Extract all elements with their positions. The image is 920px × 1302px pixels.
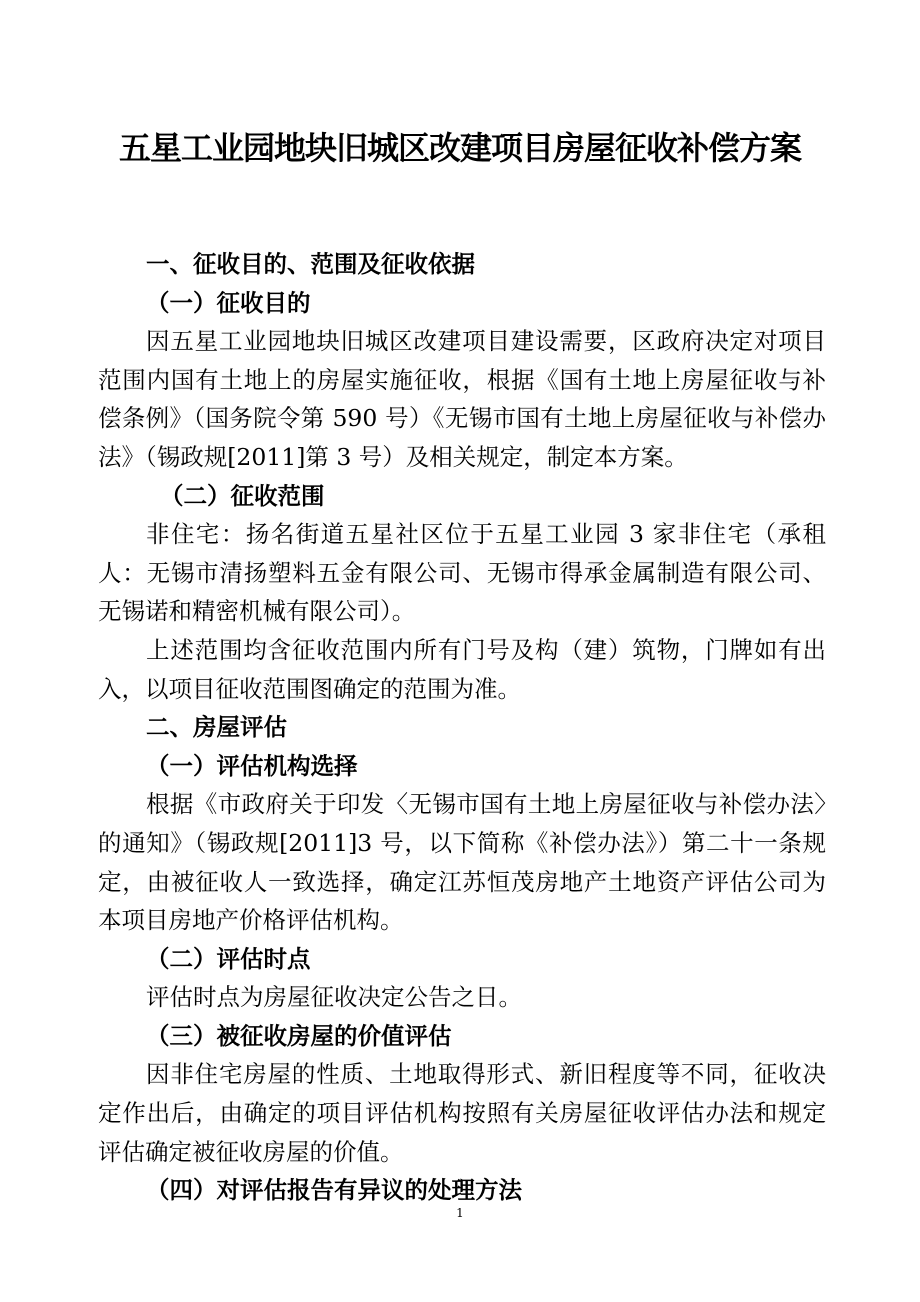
paragraph-agency-selection: 根据《市政府关于印发〈无锡市国有土地上房屋征收与补偿办法〉的通知》（锡政规[2011]3 号，以下简称《补偿办法》）第二十一条规定，由被征收人一致选择，确定江苏恒茂房地产土地资产评估公司为本项目房地产价格评估机构。 [98,790,826,935]
heading-section-2: 二、房屋评估 [146,713,287,742]
paragraph-property-valuation: 因非住宅房屋的性质、土地取得形式、新旧程度等不同，征收决定作出后，由确定的项目评估机构按照有关房屋征收评估办法和规定评估确定被征收房屋的价值。 [98,1060,826,1166]
paragraph-purpose: 因五星工业园地块旧城区改建项目建设需要，区政府决定对项目范围内国有土地上的房屋实施征收，根据《国有土地上房屋征收与补偿条例》（国务院令第 590 号）《无锡市国有土地上房屋征收与补偿办法》（锡政规[2011]第 3 号）及相关规定，制定本方案。 [98,327,826,471]
heading-section-1: 一、征收目的、范围及征收依据 [146,250,475,278]
page-number: 1 [456,1206,464,1220]
heading-agency-selection: （一）评估机构选择 [146,751,358,780]
paragraph-valuation-date: 评估时点为房屋征收决定公告之日。 [146,983,522,1012]
document-title: 五星工业园地块旧城区改建项目房屋征收补偿方案 [118,129,801,167]
paragraph-scope-note: 上述范围均含征收范围内所有门号及构（建）筑物，门牌如有出入，以项目征收范围图确定的范围为准。 [98,635,826,703]
heading-property-valuation: （三）被征收房屋的价值评估 [146,1021,452,1050]
document-body [98,245,826,1210]
heading-valuation-date: （二）评估时点 [146,944,311,973]
heading-scope: （二）征收范围 [160,481,325,510]
heading-purpose: （一）征收目的 [146,288,311,317]
paragraph-scope: 非住宅：扬名街道五星社区位于五星工业园 3 家非住宅（承租人：无锡市清扬塑料五金有限公司、无锡市得承金属制造有限公司、无锡诺和精密机械有限公司）。 [98,520,826,626]
heading-objection-handling: （四）对评估报告有异议的处理方法 [146,1176,522,1205]
